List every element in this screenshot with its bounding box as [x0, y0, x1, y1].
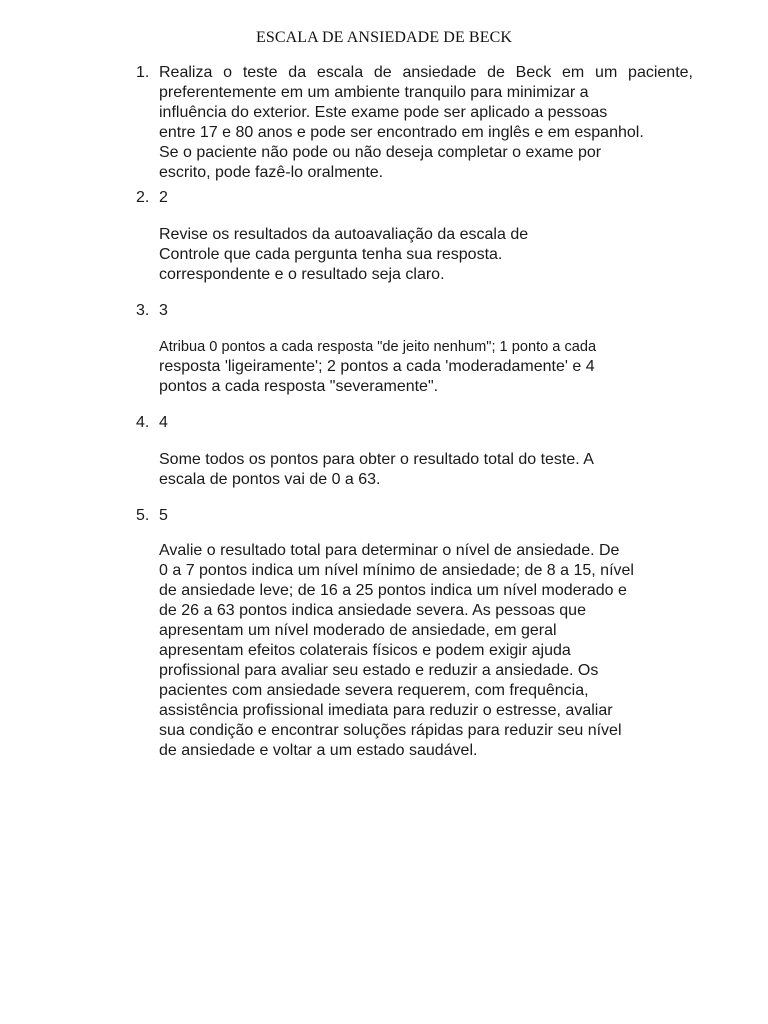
item-5-body [159, 541, 634, 761]
item-4-body [159, 450, 594, 490]
item-3-line-2: resposta 'ligeiramente'; 2 pontos a cada 'moderadamente' e 4 [159, 358, 595, 375]
item-1-line-3: influência do exterior. Este exame pode ser aplicado a pessoas [159, 104, 608, 121]
item-3-number: 3. [136, 302, 150, 319]
item-2-line-3: correspondente e o resultado seja claro. [159, 266, 445, 283]
item-5-line-8: pacientes com ansiedade severa requerem, com frequência, [159, 682, 589, 699]
item-2-number: 2. [136, 189, 150, 206]
item-1-line-4: entre 17 e 80 anos e pode ser encontrado em inglês e em espanhol. [159, 124, 644, 141]
item-4-line-1: Some todos os pontos para obter o resultado total do teste. A [159, 451, 594, 468]
item-3-heading: 3 [159, 302, 168, 319]
item-4-line-2: escala de pontos vai de 0 a 63. [159, 471, 381, 488]
item-1-number: 1. [136, 64, 150, 81]
item-5-line-2: 0 a 7 pontos indica um nível mínimo de ansiedade; de 8 a 15, nível [159, 562, 634, 579]
item-5-line-7: profissional para avaliar seu estado e reduzir a ansiedade. Os [159, 662, 599, 679]
item-2-body [159, 225, 528, 285]
item-5-line-11: de ansiedade e voltar a um estado saudável. [159, 742, 478, 759]
item-2-line-1: Revise os resultados da autoavaliação da escala de [159, 226, 529, 243]
item-1-line-6: escrito, pode fazê-lo oralmente. [159, 164, 384, 181]
document-title: ESCALA DE ANSIEDADE DE BECK [255, 29, 513, 46]
item-5-line-10: sua condição e encontrar soluções rápidas para reduzir seu nível [159, 722, 622, 739]
item-5-line-3: de ansiedade leve; de 16 a 25 pontos indica um nível moderado e [159, 582, 627, 599]
item-2-line-2: Controle que cada pergunta tenha sua resposta. [159, 246, 503, 263]
item-1-body [159, 63, 693, 183]
item-3-line-1: Atribua 0 pontos a cada resposta "de jeito nenhum"; 1 ponto a cada [159, 339, 597, 355]
item-5-heading: 5 [159, 507, 168, 524]
item-5-line-4: de 26 a 63 pontos indica ansiedade severa. As pessoas que [159, 602, 586, 619]
item-1-line-2: preferentemente em um ambiente tranquilo para minimizar a [159, 84, 589, 101]
item-5-line-1: Avalie o resultado total para determinar o nível de ansiedade. De [159, 542, 620, 559]
item-1-line-1: Realiza o teste da escala de ansiedade de Beck em um paciente, [159, 64, 693, 81]
item-5-line-9: assistência profissional imediata para reduzir o estresse, avaliar [159, 702, 613, 719]
item-2-heading: 2 [159, 189, 168, 206]
item-5-line-6: apresentam efeitos colaterais físicos e podem exigir ajuda [159, 642, 571, 659]
item-3-body [159, 337, 596, 397]
item-5-line-5: apresentam um nível moderado de ansiedade, em geral [159, 622, 557, 639]
item-3-line-3: pontos a cada resposta "severamente". [159, 378, 439, 395]
item-4-number: 4. [136, 414, 150, 431]
item-5-number: 5. [136, 507, 150, 524]
item-1-line-5: Se o paciente não pode ou não deseja completar o exame por [159, 144, 602, 161]
item-4-heading: 4 [159, 414, 168, 431]
